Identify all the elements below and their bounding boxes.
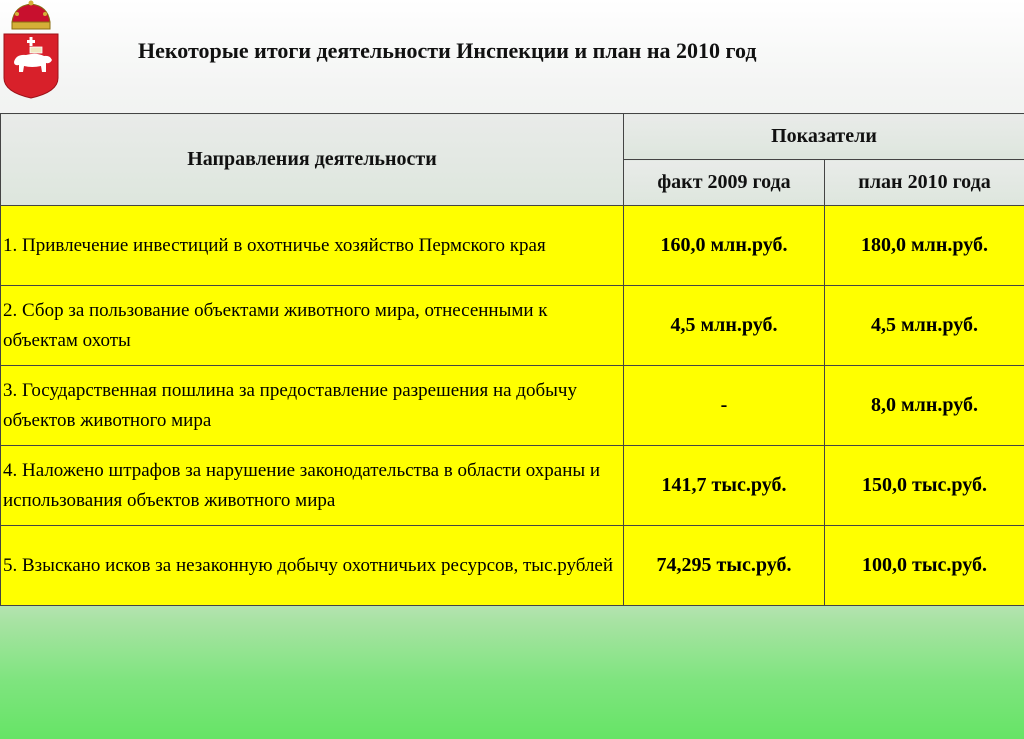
row-plan-value: 8,0 млн.руб. xyxy=(825,366,1024,446)
row-description: 5. Взыскано исков за незаконную добычу охотничьих ресурсов, тыс.рублей xyxy=(1,526,624,606)
row-plan-value: 180,0 млн.руб. xyxy=(825,206,1024,286)
header-fact-2009: факт 2009 года xyxy=(624,160,825,206)
table-row xyxy=(1,366,1024,446)
table-row xyxy=(1,206,1024,286)
row-description: 4. Наложено штрафов за нарушение законодательства в области охраны и использования объектов животного мира xyxy=(1,446,624,526)
table-row xyxy=(1,446,1024,526)
row-description: 1. Привлечение инвестиций в охотничье хозяйство Пермского края xyxy=(1,206,624,286)
row-fact-value: 141,7 тыс.руб. xyxy=(624,446,825,526)
perm-coat-of-arms-icon xyxy=(0,0,62,100)
row-fact-value: 160,0 млн.руб. xyxy=(624,206,825,286)
row-plan-value: 100,0 тыс.руб. xyxy=(825,526,1024,606)
row-plan-value: 150,0 тыс.руб. xyxy=(825,446,1024,526)
row-plan-value: 4,5 млн.руб. xyxy=(825,286,1024,366)
row-description: 3. Государственная пошлина за предоставление разрешения на добычу объектов животного мира xyxy=(1,366,624,446)
table-header-row xyxy=(1,114,1024,160)
row-fact-value: 74,295 тыс.руб. xyxy=(624,526,825,606)
results-table xyxy=(0,113,1024,606)
row-fact-value: 4,5 млн.руб. xyxy=(624,286,825,366)
header-indicators: Показатели xyxy=(624,114,1024,160)
header-plan-2010: план 2010 года xyxy=(825,160,1024,206)
row-fact-value: - xyxy=(624,366,825,446)
table-row xyxy=(1,526,1024,606)
page-title: Некоторые итоги деятельности Инспекции и план на 2010 год xyxy=(138,38,757,63)
row-description: 2. Сбор за пользование объектами животного мира, отнесенными к объектам охоты xyxy=(1,286,624,366)
table-row xyxy=(1,286,1024,366)
header-activity: Направления деятельности xyxy=(1,114,624,206)
